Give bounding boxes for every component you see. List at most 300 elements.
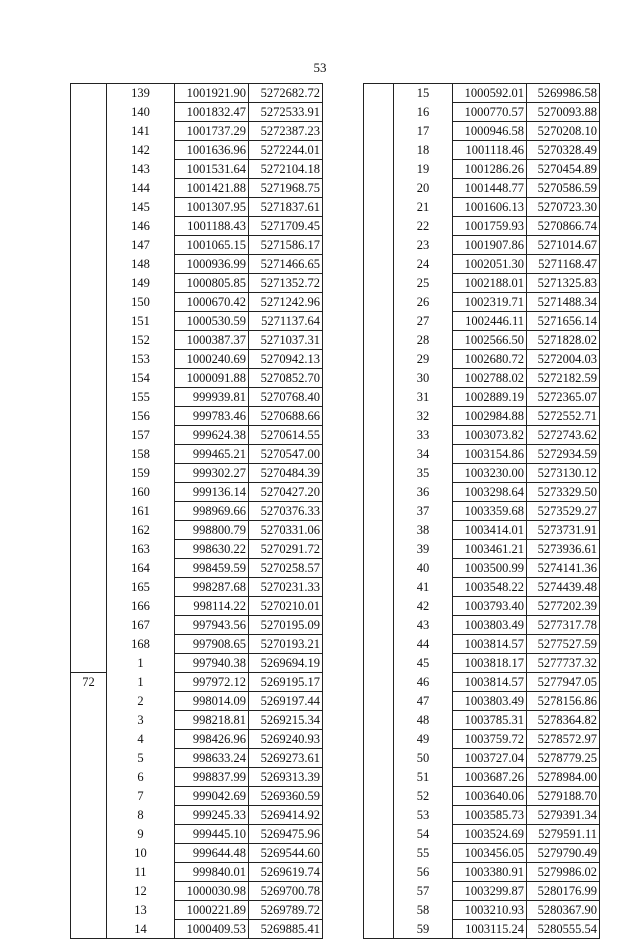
table-row <box>364 920 600 939</box>
y-coordinate-cell: 5269544.60 <box>249 844 323 863</box>
point-number-cell: 30 <box>394 369 453 388</box>
y-coordinate-cell: 5271488.34 <box>527 293 600 312</box>
point-number-cell: 143 <box>107 160 175 179</box>
y-coordinate-cell: 5269360.59 <box>249 787 323 806</box>
group-cell <box>71 198 107 217</box>
y-coordinate-cell: 5278364.82 <box>527 711 600 730</box>
group-cell <box>71 350 107 369</box>
y-coordinate-cell: 5278156.86 <box>527 692 600 711</box>
y-coordinate-cell: 5271137.64 <box>249 312 323 331</box>
table-row <box>71 141 323 160</box>
x-coordinate-cell: 1003548.22 <box>453 578 527 597</box>
x-coordinate-cell: 1000409.53 <box>175 920 249 939</box>
table-row <box>364 160 600 179</box>
point-number-cell: 28 <box>394 331 453 350</box>
x-coordinate-cell: 1003818.17 <box>453 654 527 673</box>
point-number-cell: 18 <box>394 141 453 160</box>
y-coordinate-cell: 5272387.23 <box>249 122 323 141</box>
x-coordinate-cell: 999840.01 <box>175 863 249 882</box>
x-coordinate-cell: 1003585.73 <box>453 806 527 825</box>
point-number-cell: 31 <box>394 388 453 407</box>
point-number-cell: 23 <box>394 236 453 255</box>
x-coordinate-cell: 1002566.50 <box>453 331 527 350</box>
point-number-cell: 55 <box>394 844 453 863</box>
group-cell <box>71 711 107 730</box>
x-coordinate-cell: 998630.22 <box>175 540 249 559</box>
x-coordinate-cell: 1002889.19 <box>453 388 527 407</box>
y-coordinate-cell: 5269986.58 <box>527 84 600 103</box>
x-coordinate-cell: 1000387.37 <box>175 331 249 350</box>
point-number-cell: 50 <box>394 749 453 768</box>
table-row <box>364 882 600 901</box>
point-number-cell: 6 <box>107 768 175 787</box>
point-number-cell: 157 <box>107 426 175 445</box>
group-cell <box>71 882 107 901</box>
table-row <box>71 597 323 616</box>
group-cell <box>71 616 107 635</box>
point-number-cell: 153 <box>107 350 175 369</box>
point-number-cell: 145 <box>107 198 175 217</box>
x-coordinate-cell: 999465.21 <box>175 445 249 464</box>
group-cell <box>364 407 394 426</box>
x-coordinate-cell: 1003210.93 <box>453 901 527 920</box>
y-coordinate-cell: 5270193.21 <box>249 635 323 654</box>
group-cell <box>71 825 107 844</box>
y-coordinate-cell: 5269273.61 <box>249 749 323 768</box>
group-cell <box>364 388 394 407</box>
x-coordinate-cell: 999245.33 <box>175 806 249 825</box>
point-number-cell: 34 <box>394 445 453 464</box>
group-cell <box>364 920 394 939</box>
x-coordinate-cell: 1002788.02 <box>453 369 527 388</box>
table-row <box>71 711 323 730</box>
y-coordinate-cell: 5272365.07 <box>527 388 600 407</box>
y-coordinate-cell: 5272104.18 <box>249 160 323 179</box>
point-number-cell: 42 <box>394 597 453 616</box>
point-number-cell: 36 <box>394 483 453 502</box>
point-number-cell: 151 <box>107 312 175 331</box>
x-coordinate-cell: 1001832.47 <box>175 103 249 122</box>
group-cell <box>364 103 394 122</box>
table-row <box>71 350 323 369</box>
point-number-cell: 149 <box>107 274 175 293</box>
group-cell <box>364 293 394 312</box>
table-row <box>364 426 600 445</box>
table-row <box>71 407 323 426</box>
x-coordinate-cell: 998426.96 <box>175 730 249 749</box>
table-row <box>364 844 600 863</box>
group-cell <box>364 84 394 103</box>
y-coordinate-cell: 5270328.49 <box>527 141 600 160</box>
x-coordinate-cell: 997908.65 <box>175 635 249 654</box>
point-number-cell: 154 <box>107 369 175 388</box>
y-coordinate-cell: 5272182.59 <box>527 369 600 388</box>
point-number-cell: 24 <box>394 255 453 274</box>
point-number-cell: 22 <box>394 217 453 236</box>
y-coordinate-cell: 5279591.11 <box>527 825 600 844</box>
y-coordinate-cell: 5270454.89 <box>527 160 600 179</box>
y-coordinate-cell: 5270210.01 <box>249 597 323 616</box>
y-coordinate-cell: 5273936.61 <box>527 540 600 559</box>
group-cell <box>71 578 107 597</box>
table-row <box>71 464 323 483</box>
group-cell <box>364 863 394 882</box>
group-cell <box>71 217 107 236</box>
table-row <box>71 692 323 711</box>
x-coordinate-cell: 1003414.01 <box>453 521 527 540</box>
x-coordinate-cell: 1000805.85 <box>175 274 249 293</box>
table-row <box>364 502 600 521</box>
y-coordinate-cell: 5277317.78 <box>527 616 600 635</box>
y-coordinate-cell: 5270723.30 <box>527 198 600 217</box>
point-number-cell: 140 <box>107 103 175 122</box>
table-row <box>71 787 323 806</box>
table-row <box>71 825 323 844</box>
x-coordinate-cell: 1003500.99 <box>453 559 527 578</box>
point-number-cell: 146 <box>107 217 175 236</box>
table-row <box>364 521 600 540</box>
point-number-cell: 11 <box>107 863 175 882</box>
table-row <box>364 483 600 502</box>
group-cell <box>71 274 107 293</box>
table-row <box>71 293 323 312</box>
x-coordinate-cell: 1003793.40 <box>453 597 527 616</box>
table-row <box>364 141 600 160</box>
group-cell <box>364 806 394 825</box>
point-number-cell: 148 <box>107 255 175 274</box>
y-coordinate-cell: 5272682.72 <box>249 84 323 103</box>
y-coordinate-cell: 5270427.20 <box>249 483 323 502</box>
y-coordinate-cell: 5272244.01 <box>249 141 323 160</box>
group-cell <box>71 749 107 768</box>
x-coordinate-cell: 998800.79 <box>175 521 249 540</box>
x-coordinate-cell: 999302.27 <box>175 464 249 483</box>
y-coordinate-cell: 5278572.97 <box>527 730 600 749</box>
y-coordinate-cell: 5270768.40 <box>249 388 323 407</box>
x-coordinate-cell: 1002188.01 <box>453 274 527 293</box>
y-coordinate-cell: 5280176.99 <box>527 882 600 901</box>
table-row <box>364 274 600 293</box>
table-row <box>364 217 600 236</box>
group-cell <box>364 274 394 293</box>
x-coordinate-cell: 998287.68 <box>175 578 249 597</box>
group-cell <box>364 502 394 521</box>
y-coordinate-cell: 5279986.02 <box>527 863 600 882</box>
table-row <box>364 540 600 559</box>
x-coordinate-cell: 1000091.88 <box>175 369 249 388</box>
point-number-cell: 48 <box>394 711 453 730</box>
point-number-cell: 27 <box>394 312 453 331</box>
table-row <box>364 236 600 255</box>
point-number-cell: 165 <box>107 578 175 597</box>
x-coordinate-cell: 1003524.69 <box>453 825 527 844</box>
point-number-cell: 21 <box>394 198 453 217</box>
group-cell <box>364 882 394 901</box>
point-number-cell: 53 <box>394 806 453 825</box>
group-cell <box>71 635 107 654</box>
point-number-cell: 20 <box>394 179 453 198</box>
table-row <box>71 673 323 692</box>
point-number-cell: 152 <box>107 331 175 350</box>
point-number-cell: 17 <box>394 122 453 141</box>
group-cell <box>364 445 394 464</box>
y-coordinate-cell: 5269700.78 <box>249 882 323 901</box>
y-coordinate-cell: 5269414.92 <box>249 806 323 825</box>
point-number-cell: 163 <box>107 540 175 559</box>
table-row <box>71 635 323 654</box>
x-coordinate-cell: 999783.46 <box>175 407 249 426</box>
x-coordinate-cell: 1003759.72 <box>453 730 527 749</box>
table-row <box>364 388 600 407</box>
y-coordinate-cell: 5272743.62 <box>527 426 600 445</box>
group-cell <box>71 84 107 103</box>
point-number-cell: 14 <box>107 920 175 939</box>
point-number-cell: 10 <box>107 844 175 863</box>
table-row <box>364 331 600 350</box>
y-coordinate-cell: 5270331.06 <box>249 521 323 540</box>
group-cell <box>71 540 107 559</box>
x-coordinate-cell: 1000221.89 <box>175 901 249 920</box>
group-cell <box>364 483 394 502</box>
group-cell <box>364 350 394 369</box>
x-coordinate-cell: 1000936.99 <box>175 255 249 274</box>
group-cell <box>364 654 394 673</box>
table-row <box>364 806 600 825</box>
table-row <box>364 293 600 312</box>
y-coordinate-cell: 5271968.75 <box>249 179 323 198</box>
group-cell <box>71 331 107 350</box>
y-coordinate-cell: 5271709.45 <box>249 217 323 236</box>
table-row <box>71 844 323 863</box>
y-coordinate-cell: 5279188.70 <box>527 787 600 806</box>
table-row <box>364 749 600 768</box>
group-cell <box>71 445 107 464</box>
group-cell <box>71 407 107 426</box>
table-row <box>364 635 600 654</box>
y-coordinate-cell: 5271837.61 <box>249 198 323 217</box>
point-number-cell: 147 <box>107 236 175 255</box>
group-cell <box>71 255 107 274</box>
x-coordinate-cell: 1000670.42 <box>175 293 249 312</box>
x-coordinate-cell: 1003814.57 <box>453 635 527 654</box>
group-cell <box>364 749 394 768</box>
x-coordinate-cell: 999624.38 <box>175 426 249 445</box>
group-cell <box>364 730 394 749</box>
group-cell <box>71 597 107 616</box>
table-row <box>364 179 600 198</box>
y-coordinate-cell: 5271828.02 <box>527 331 600 350</box>
table-row <box>71 559 323 578</box>
point-number-cell: 2 <box>107 692 175 711</box>
table-row <box>364 312 600 331</box>
table-row <box>364 103 600 122</box>
y-coordinate-cell: 5272934.59 <box>527 445 600 464</box>
point-number-cell: 162 <box>107 521 175 540</box>
point-number-cell: 12 <box>107 882 175 901</box>
table-row <box>71 901 323 920</box>
x-coordinate-cell: 998218.81 <box>175 711 249 730</box>
x-coordinate-cell: 1001759.93 <box>453 217 527 236</box>
group-cell <box>71 141 107 160</box>
y-coordinate-cell: 5270376.33 <box>249 502 323 521</box>
table-row <box>71 312 323 331</box>
table-row <box>364 255 600 274</box>
group-cell <box>364 673 394 692</box>
group-cell <box>71 293 107 312</box>
table-row <box>71 521 323 540</box>
point-number-cell: 161 <box>107 502 175 521</box>
point-number-cell: 54 <box>394 825 453 844</box>
table-row <box>71 84 323 103</box>
point-number-cell: 166 <box>107 597 175 616</box>
table-row <box>364 559 600 578</box>
table-row <box>71 236 323 255</box>
x-coordinate-cell: 1003299.87 <box>453 882 527 901</box>
point-number-cell: 155 <box>107 388 175 407</box>
x-coordinate-cell: 998969.66 <box>175 502 249 521</box>
y-coordinate-cell: 5271466.65 <box>249 255 323 274</box>
point-number-cell: 168 <box>107 635 175 654</box>
y-coordinate-cell: 5271014.67 <box>527 236 600 255</box>
point-number-cell: 57 <box>394 882 453 901</box>
group-cell <box>71 692 107 711</box>
x-coordinate-cell: 1003298.64 <box>453 483 527 502</box>
table-row <box>71 654 323 673</box>
group-cell <box>71 730 107 749</box>
x-coordinate-cell: 1000770.57 <box>453 103 527 122</box>
group-cell <box>364 578 394 597</box>
group-cell <box>364 768 394 787</box>
group-cell <box>364 122 394 141</box>
point-number-cell: 1 <box>107 654 175 673</box>
point-number-cell: 26 <box>394 293 453 312</box>
point-number-cell: 45 <box>394 654 453 673</box>
y-coordinate-cell: 5271242.96 <box>249 293 323 312</box>
point-number-cell: 16 <box>394 103 453 122</box>
point-number-cell: 8 <box>107 806 175 825</box>
group-cell <box>364 597 394 616</box>
y-coordinate-cell: 5270866.74 <box>527 217 600 236</box>
x-coordinate-cell: 1003727.04 <box>453 749 527 768</box>
table-row <box>71 369 323 388</box>
table-row <box>71 331 323 350</box>
y-coordinate-cell: 5271325.83 <box>527 274 600 293</box>
point-number-cell: 5 <box>107 749 175 768</box>
y-coordinate-cell: 5269195.17 <box>249 673 323 692</box>
x-coordinate-cell: 997940.38 <box>175 654 249 673</box>
table-row <box>364 787 600 806</box>
table-row <box>71 863 323 882</box>
point-number-cell: 9 <box>107 825 175 844</box>
point-number-cell: 142 <box>107 141 175 160</box>
y-coordinate-cell: 5273130.12 <box>527 464 600 483</box>
group-cell <box>71 388 107 407</box>
x-coordinate-cell: 998633.24 <box>175 749 249 768</box>
x-coordinate-cell: 1002984.88 <box>453 407 527 426</box>
group-cell <box>364 198 394 217</box>
x-coordinate-cell: 1003359.68 <box>453 502 527 521</box>
x-coordinate-cell: 1002680.72 <box>453 350 527 369</box>
group-cell <box>71 920 107 939</box>
point-number-cell: 37 <box>394 502 453 521</box>
table-row <box>364 673 600 692</box>
y-coordinate-cell: 5269215.34 <box>249 711 323 730</box>
group-cell <box>71 103 107 122</box>
table-row <box>364 825 600 844</box>
y-coordinate-cell: 5277947.05 <box>527 673 600 692</box>
y-coordinate-cell: 5280367.90 <box>527 901 600 920</box>
point-number-cell: 150 <box>107 293 175 312</box>
table-row <box>71 122 323 141</box>
point-number-cell: 46 <box>394 673 453 692</box>
y-coordinate-cell: 5270614.55 <box>249 426 323 445</box>
group-cell <box>364 521 394 540</box>
table-row <box>71 274 323 293</box>
y-coordinate-cell: 5270852.70 <box>249 369 323 388</box>
group-cell <box>364 616 394 635</box>
x-coordinate-cell: 1001531.64 <box>175 160 249 179</box>
point-number-cell: 44 <box>394 635 453 654</box>
x-coordinate-cell: 1003073.82 <box>453 426 527 445</box>
y-coordinate-cell: 5277527.59 <box>527 635 600 654</box>
y-coordinate-cell: 5270258.57 <box>249 559 323 578</box>
y-coordinate-cell: 5279391.34 <box>527 806 600 825</box>
x-coordinate-cell: 999042.69 <box>175 787 249 806</box>
group-cell <box>71 464 107 483</box>
point-number-cell: 7 <box>107 787 175 806</box>
group-cell <box>364 692 394 711</box>
table-row <box>364 350 600 369</box>
group-cell <box>71 426 107 445</box>
x-coordinate-cell: 1003687.26 <box>453 768 527 787</box>
point-number-cell: 160 <box>107 483 175 502</box>
table-row <box>364 692 600 711</box>
x-coordinate-cell: 1002446.11 <box>453 312 527 331</box>
table-row <box>71 806 323 825</box>
y-coordinate-cell: 5277737.32 <box>527 654 600 673</box>
x-coordinate-cell: 998014.09 <box>175 692 249 711</box>
y-coordinate-cell: 5273529.27 <box>527 502 600 521</box>
point-number-cell: 43 <box>394 616 453 635</box>
y-coordinate-cell: 5270208.10 <box>527 122 600 141</box>
table-row <box>364 445 600 464</box>
table-row <box>71 920 323 939</box>
point-number-cell: 158 <box>107 445 175 464</box>
point-number-cell: 156 <box>107 407 175 426</box>
point-number-cell: 4 <box>107 730 175 749</box>
table-row <box>364 730 600 749</box>
x-coordinate-cell: 1001606.13 <box>453 198 527 217</box>
y-coordinate-cell: 5270484.39 <box>249 464 323 483</box>
y-coordinate-cell: 5271586.17 <box>249 236 323 255</box>
y-coordinate-cell: 5269885.41 <box>249 920 323 939</box>
point-number-cell: 58 <box>394 901 453 920</box>
group-cell <box>364 141 394 160</box>
y-coordinate-cell: 5269197.44 <box>249 692 323 711</box>
point-number-cell: 33 <box>394 426 453 445</box>
x-coordinate-cell: 1003230.00 <box>453 464 527 483</box>
x-coordinate-cell: 999644.48 <box>175 844 249 863</box>
x-coordinate-cell: 1001737.29 <box>175 122 249 141</box>
group-cell <box>71 787 107 806</box>
table-row <box>71 198 323 217</box>
x-coordinate-cell: 1000240.69 <box>175 350 249 369</box>
x-coordinate-cell: 998837.99 <box>175 768 249 787</box>
x-coordinate-cell: 1000530.59 <box>175 312 249 331</box>
point-number-cell: 29 <box>394 350 453 369</box>
group-cell: 72 <box>71 673 107 692</box>
y-coordinate-cell: 5280555.54 <box>527 920 600 939</box>
